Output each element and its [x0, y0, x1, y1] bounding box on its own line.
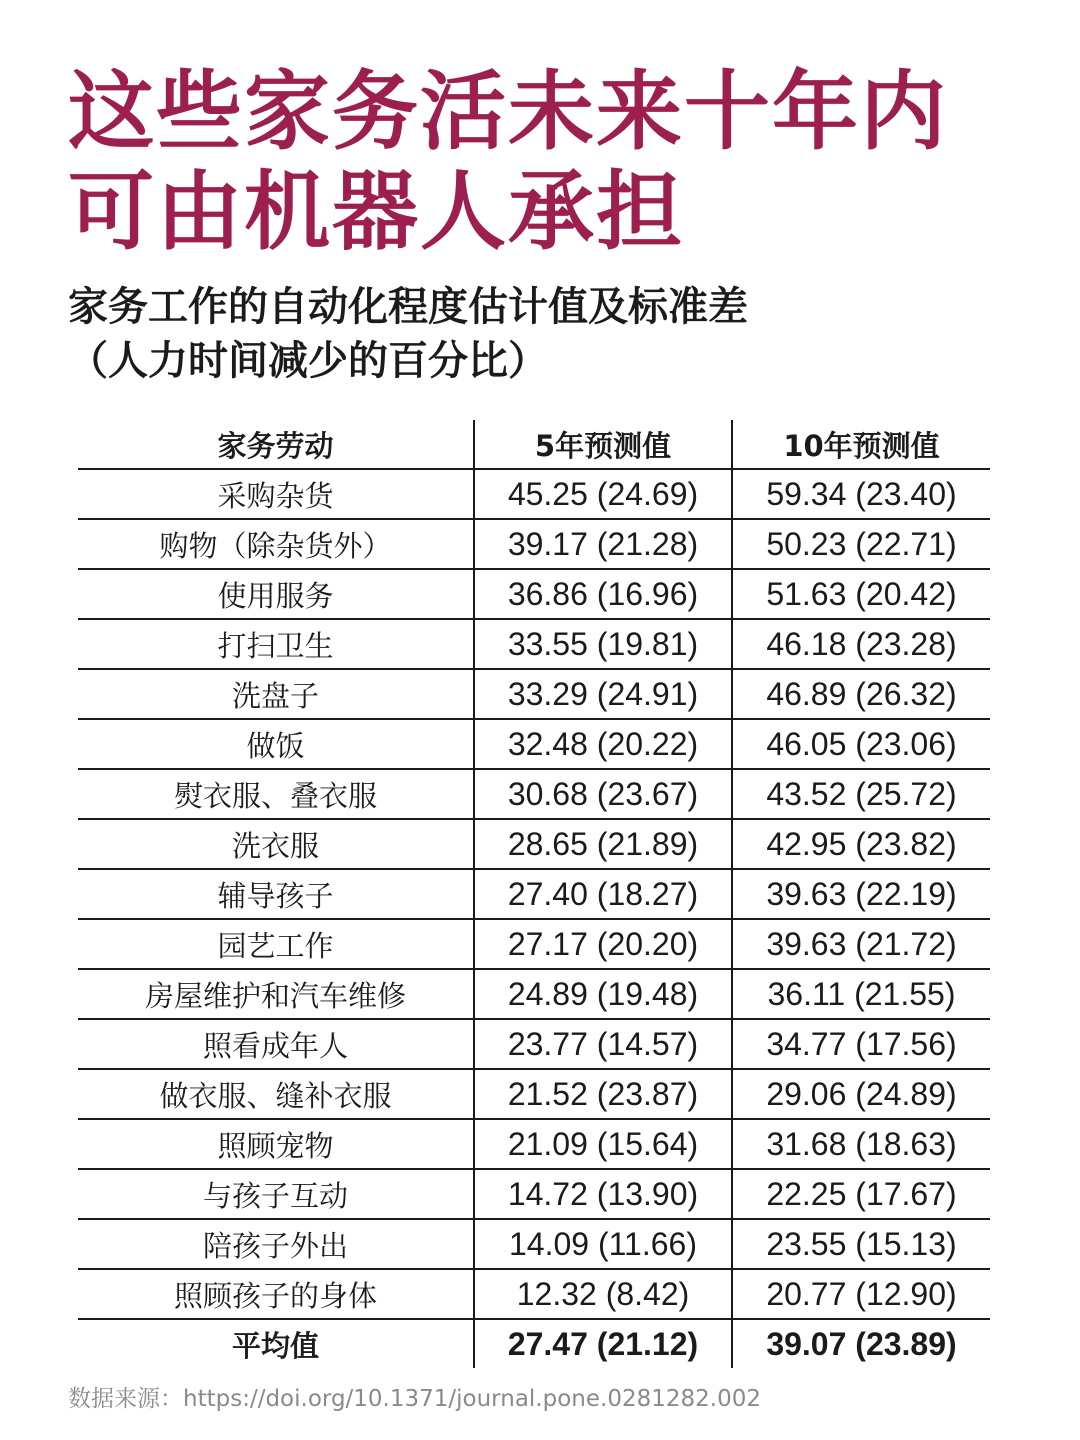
five-year-cell: 27.17 (20.20) — [474, 919, 732, 969]
task-cell: 照看成年人 — [78, 1019, 474, 1069]
task-cell: 熨衣服、叠衣服 — [78, 769, 474, 819]
task-cell: 辅导孩子 — [78, 869, 474, 919]
ten-year-cell: 20.77 (12.90) — [732, 1269, 990, 1319]
header-10-year: 10年预测值 — [732, 420, 990, 469]
five-year-cell: 28.65 (21.89) — [474, 819, 732, 869]
average-10-year: 39.07 (23.89) — [766, 1325, 957, 1362]
table-row — [78, 469, 990, 519]
task-cell: 购物（除杂货外） — [78, 519, 474, 569]
task-cell: 打扫卫生 — [78, 619, 474, 669]
ten-year-cell: 42.95 (23.82) — [732, 819, 990, 869]
five-year-cell: 39.17 (21.28) — [474, 519, 732, 569]
task-cell: 房屋维护和汽车维修 — [78, 969, 474, 1019]
task-cell: 与孩子互动 — [78, 1169, 474, 1219]
task-cell: 照顾孩子的身体 — [78, 1269, 474, 1319]
table-row — [78, 1019, 990, 1069]
task-cell: 园艺工作 — [78, 919, 474, 969]
ten-year-cell: 46.05 (23.06) — [732, 719, 990, 769]
table-row — [78, 969, 990, 1019]
five-year-cell: 27.40 (18.27) — [474, 869, 732, 919]
source-note: 数据来源：https://doi.org/10.1371/journal.pone.0281282.002 — [68, 1386, 761, 1412]
ten-year-cell: 39.63 (21.72) — [732, 919, 990, 969]
five-year-cell: 36.86 (16.96) — [474, 569, 732, 619]
five-year-cell: 24.89 (19.48) — [474, 969, 732, 1019]
table-row — [78, 719, 990, 769]
five-year-cell: 14.09 (11.66) — [474, 1219, 732, 1269]
table-row — [78, 1269, 990, 1319]
table-row — [78, 1219, 990, 1269]
table-row — [78, 769, 990, 819]
ten-year-cell: 51.63 (20.42) — [732, 569, 990, 619]
table-header-row — [78, 420, 990, 469]
header-5-year: 5年预测值 — [474, 420, 732, 469]
ten-year-cell: 29.06 (24.89) — [732, 1069, 990, 1119]
table-row — [78, 1119, 990, 1169]
table-row — [78, 869, 990, 919]
page-title — [68, 62, 1028, 262]
average-5-year: 27.47 (21.12) — [474, 1319, 732, 1368]
table-row — [78, 919, 990, 969]
table-row — [78, 819, 990, 869]
five-year-cell: 12.32 (8.42) — [474, 1269, 732, 1319]
task-cell: 做饭 — [78, 719, 474, 769]
average-label: 平均值 — [78, 1319, 474, 1368]
subtitle-line-2: （人力时间减少的百分比） — [68, 338, 548, 384]
automation-table — [78, 420, 990, 1368]
table-row — [78, 519, 990, 569]
ten-year-cell: 43.52 (25.72) — [732, 769, 990, 819]
task-cell: 洗盘子 — [78, 669, 474, 719]
five-year-cell: 32.48 (20.22) — [474, 719, 732, 769]
table-row — [78, 1169, 990, 1219]
data-table — [78, 420, 990, 1368]
ten-year-cell: 50.23 (22.71) — [732, 519, 990, 569]
table-body — [78, 469, 990, 1368]
ten-year-cell: 31.68 (18.63) — [732, 1119, 990, 1169]
task-cell: 洗衣服 — [78, 819, 474, 869]
ten-year-cell: 39.63 (22.19) — [732, 869, 990, 919]
ten-year-cell: 59.34 (23.40) — [732, 469, 990, 519]
five-year-cell: 14.72 (13.90) — [474, 1169, 732, 1219]
five-year-cell: 30.68 (23.67) — [474, 769, 732, 819]
five-year-cell: 33.55 (19.81) — [474, 619, 732, 669]
average-row — [78, 1319, 990, 1368]
five-year-cell: 21.09 (15.64) — [474, 1119, 732, 1169]
five-year-cell: 23.77 (14.57) — [474, 1019, 732, 1069]
task-cell: 陪孩子外出 — [78, 1219, 474, 1269]
header-task: 家务劳动 — [78, 420, 474, 469]
ten-year-cell: 36.11 (21.55) — [732, 969, 990, 1019]
title-line-1: 这些家务活未来十年内 — [68, 62, 948, 162]
ten-year-cell: 22.25 (17.67) — [732, 1169, 990, 1219]
ten-year-cell: 46.89 (26.32) — [732, 669, 990, 719]
table-row — [78, 1069, 990, 1119]
five-year-cell: 33.29 (24.91) — [474, 669, 732, 719]
task-cell: 采购杂货 — [78, 469, 474, 519]
title-line-2: 可由机器人承担 — [68, 162, 684, 262]
ten-year-cell: 46.18 (23.28) — [732, 619, 990, 669]
ten-year-cell: 34.77 (17.56) — [732, 1019, 990, 1069]
five-year-cell: 45.25 (24.69) — [474, 469, 732, 519]
five-year-cell: 21.52 (23.87) — [474, 1069, 732, 1119]
subtitle-line-1: 家务工作的自动化程度估计值及标准差 — [68, 284, 748, 330]
task-cell: 使用服务 — [78, 569, 474, 619]
table-row — [78, 669, 990, 719]
table-row — [78, 619, 990, 669]
task-cell: 照顾宠物 — [78, 1119, 474, 1169]
ten-year-cell: 23.55 (15.13) — [732, 1219, 990, 1269]
table-row — [78, 569, 990, 619]
task-cell: 做衣服、缝补衣服 — [78, 1069, 474, 1119]
page-subtitle — [68, 280, 1028, 388]
